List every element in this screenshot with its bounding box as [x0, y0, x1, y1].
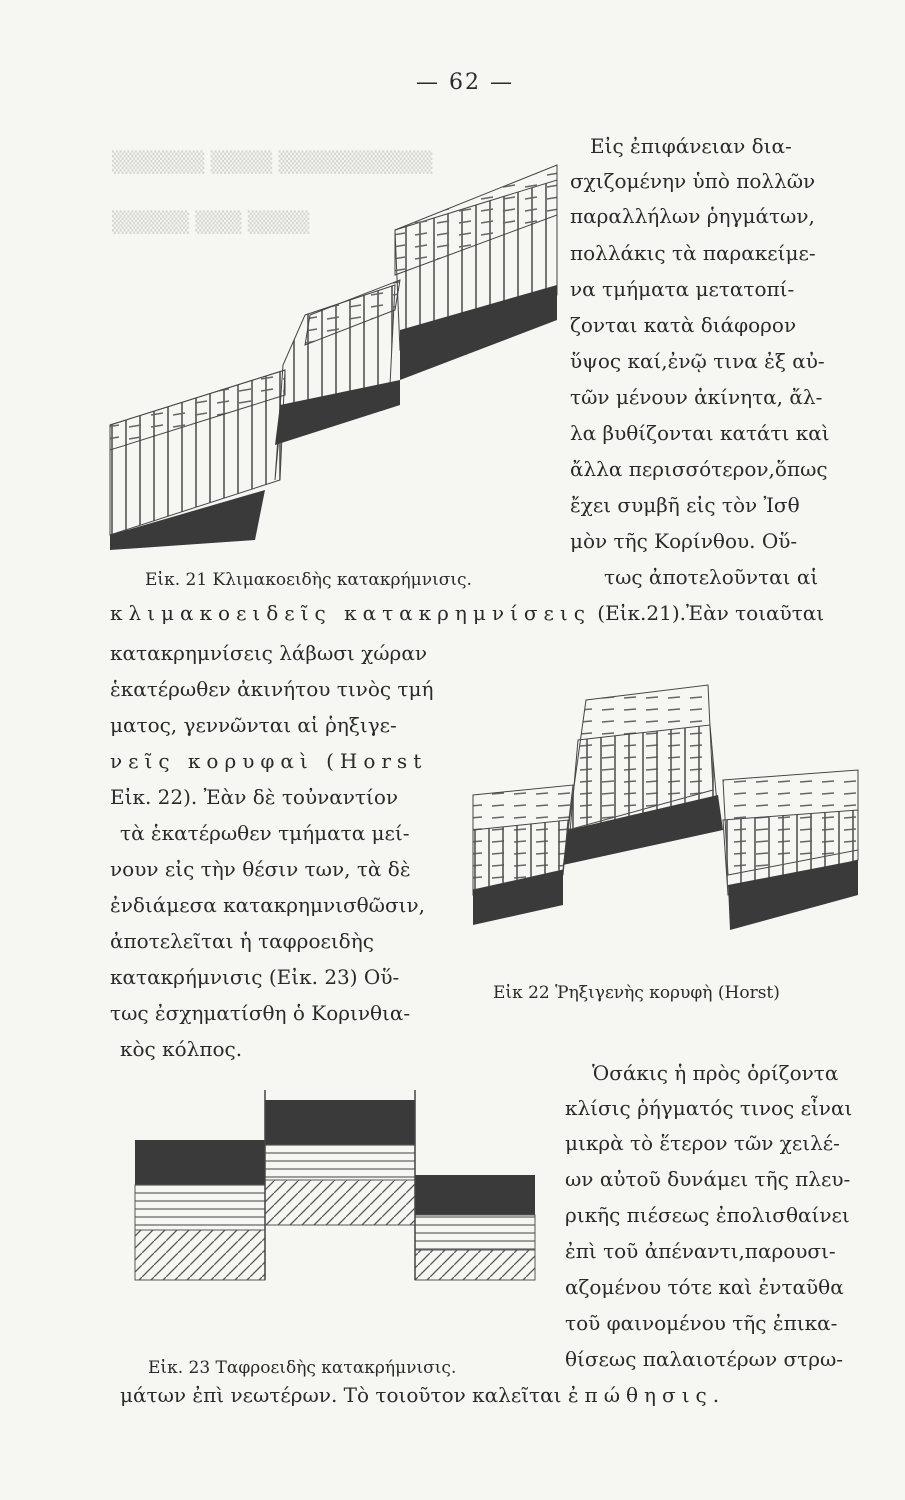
text-line: θίσεως παλαιοτέρων στρω- — [565, 1347, 844, 1371]
text-line: να τμήματα μετατοπί- — [570, 277, 795, 301]
text-line: σχιζομένην ὑπὸ πολλῶν — [570, 169, 816, 193]
figure-21-caption: Εἰκ. 21 Κλιμακοειδὴς κατακρήμνισις. — [145, 570, 472, 590]
text-line: ἄλλα περισσότερον,ὅπως — [570, 457, 828, 481]
text-line-final — [120, 1382, 725, 1409]
text-line: κατακρημνίσεις λάβωσι χώραν — [110, 641, 427, 665]
term-step-faults: κλιμακοειδεῖς κατακρημνίσεις — [110, 601, 591, 625]
text-line: μὸν τῆς Κορίνθου. Οὕ- — [570, 529, 798, 553]
text-line: Εἰς ἐπιφάνειαν δια- — [590, 134, 792, 158]
figure-22-horst — [468, 680, 863, 970]
text-line-rest: (Εἰκ.21).Ἐὰν τοιαῦται — [590, 601, 825, 625]
text-line: λα βυθίζονται κατάτι καὶ — [570, 421, 830, 445]
text-line: ἐπὶ τοῦ ἀπέναντι,παρουσι- — [565, 1239, 836, 1263]
text-line: τως ἐσχηματίσθη ὁ Κορινθια- — [110, 1001, 411, 1025]
text-line: τοῦ φαινομένου τῆς ἐπικα- — [565, 1311, 838, 1335]
text-line: ἐνδιάμεσα κατακρημνισθῶσιν, — [110, 893, 425, 917]
bleed-through-text: ▒▒▒▒▒ ▒▒▒ ▒▒▒▒ — [112, 210, 310, 234]
text-line: ἀποτελεῖται ἡ ταφροειδὴς — [110, 929, 374, 953]
figure-23-graben — [130, 1085, 550, 1285]
text-line: ἑκατέρωθεν ἀκινήτου τινὸς τμή — [110, 677, 434, 701]
text-line: πολλάκις τὰ παρακείμε- — [570, 241, 816, 265]
text-line: νουν εἰς τὴν θέσιν των, τὰ δὲ — [110, 857, 411, 881]
figure-23-caption: Εἰκ. 23 Ταφροειδὴς κατακρήμνισις. — [148, 1358, 457, 1378]
text-line: ματος, γεννῶνται αἱ ῥηξιγε- — [110, 713, 397, 737]
figure-21-step-faults — [105, 145, 565, 565]
text-line: αζομένου τότε καὶ ἐνταῦθα — [565, 1275, 844, 1299]
text-line: τως ἀποτελοῦνται αἱ — [604, 565, 819, 589]
term-overthrust: ἐπώθησις. — [567, 1383, 726, 1407]
text-line: μικρὰ τὸ ἕτερον τῶν χειλέ- — [565, 1131, 840, 1155]
text-line: Ὁσάκις ἡ πρὸς ὁρίζοντα — [592, 1061, 839, 1085]
text-line: κατακρήμνισις (Εἰκ. 23) Οὕ- — [110, 965, 400, 989]
bleed-through-text: ▒▒▒▒▒▒ ▒▒▒▒ ▒▒▒▒▒▒▒▒▒▒ — [112, 150, 433, 174]
text-line: ἔχει συμβῆ εἰς τὸν Ἰσθ — [570, 493, 800, 517]
text-line: τῶν μένουν ἀκίνητα, ἄλ- — [570, 385, 823, 409]
text-line: ρικῆς πιέσεως ἐπολισθαίνει — [565, 1203, 850, 1227]
figure-22-caption: Εἰκ 22 Ῥηξιγενὴς κορυφὴ (Horst) — [493, 983, 780, 1003]
page-number: — 62 — — [416, 70, 514, 95]
text-line-full — [110, 600, 824, 627]
text-line: ὕψος καί,ἐνῷ τινα ἐξ αὐ- — [570, 349, 825, 373]
text-line: Εἰκ. 22). Ἐὰν δὲ τοὐναντίον — [110, 785, 399, 809]
text-line: παραλλήλων ῥηγμάτων, — [570, 204, 815, 228]
text-line: ζονται κατὰ διάφορον — [570, 313, 797, 337]
text-line: κλίσις ῥήγματός τινος εἶναι — [565, 1096, 853, 1120]
text-line-rest: μάτων ἐπὶ νεωτέρων. Τὸ τοιοῦτον καλεῖται — [120, 1383, 568, 1407]
text-line: κὸς κόλπος. — [120, 1037, 243, 1061]
text-line: νεῖς κορυφαὶ (Horst — [110, 749, 428, 773]
text-line: τὰ ἑκατέρωθεν τμήματα μεί- — [120, 821, 410, 845]
text-line: ων αὐτοῦ δυνάμει τῆς πλευ- — [565, 1167, 851, 1191]
